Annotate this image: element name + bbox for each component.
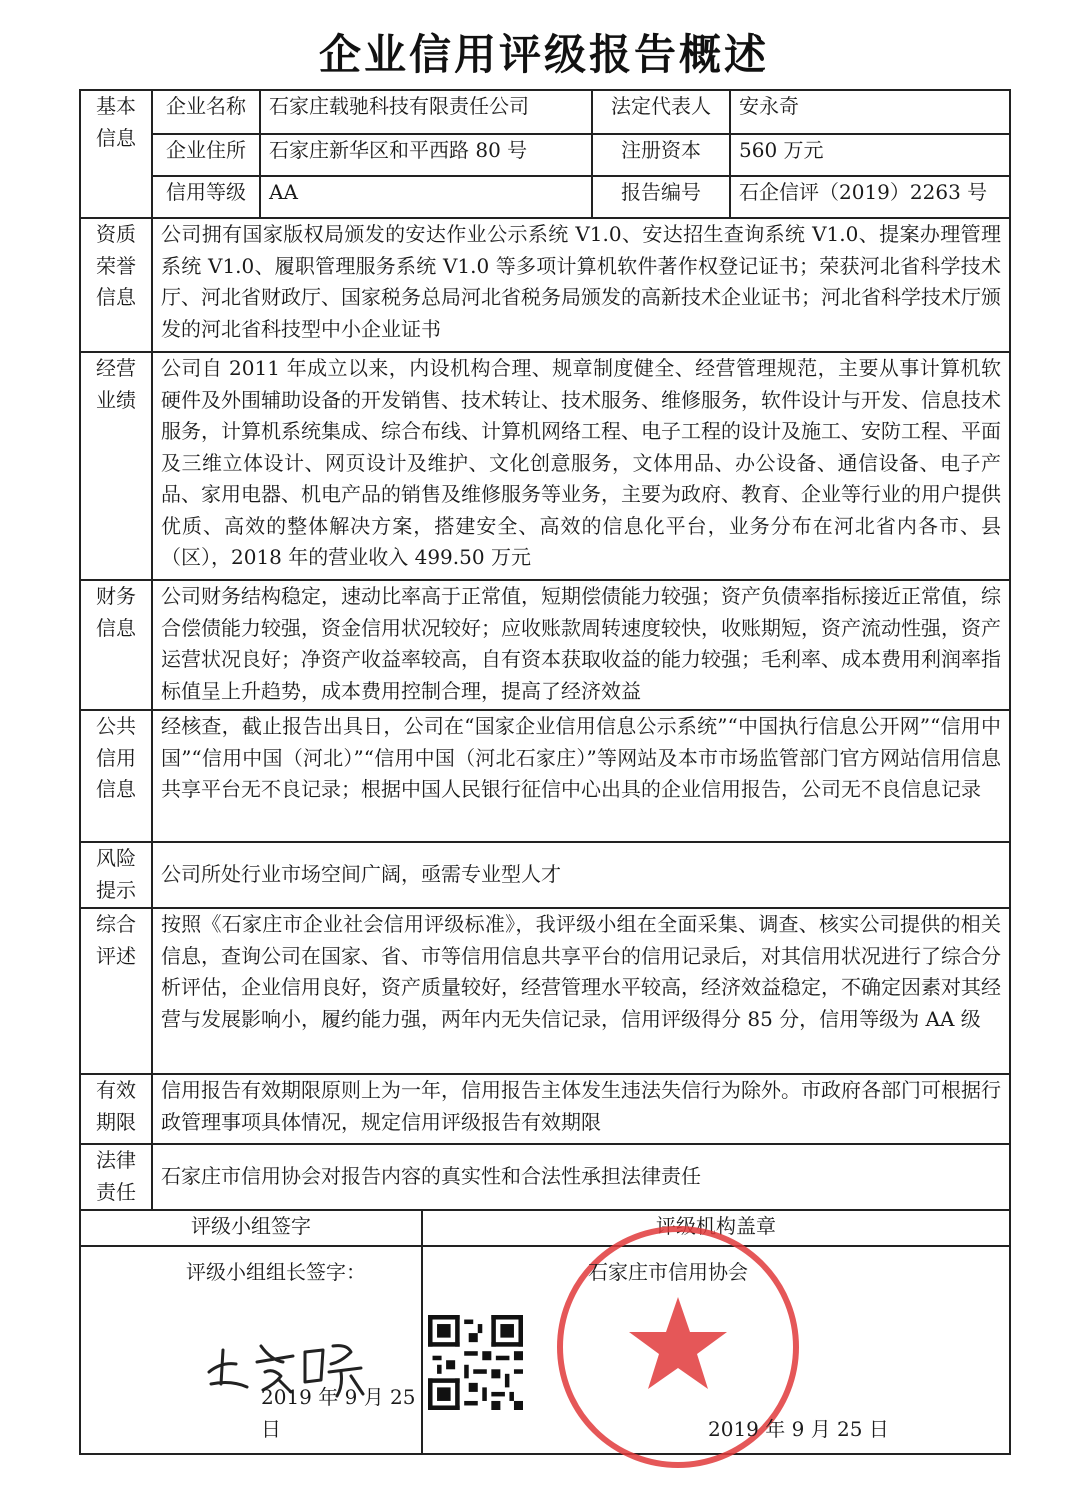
section-text: 公司财务结构稳定，速动比率高于正常值，短期偿债能力较强；资产负债率指标接近正常值，综合偿债能力较强，资金信用状况较好；应收账款周转速度较快，收账期短，资产流动性强，资产运营状况良好；净资产收益率较高，自有资本获取收益的能力较强；毛利率、成本费用利润率指标值呈上升趋势，成本费用控制合理，提高了经济效益 bbox=[152, 580, 1010, 710]
legal-rep-label: 法定代表人 bbox=[592, 90, 730, 134]
report-table bbox=[79, 89, 1011, 1455]
section-summary bbox=[80, 908, 1010, 1074]
address-label: 企业住所 bbox=[152, 134, 260, 176]
section-category: 资质荣誉信息 bbox=[80, 218, 152, 352]
section-finance bbox=[80, 580, 1010, 710]
capital-value: 560 万元 bbox=[730, 134, 1010, 176]
signature-date-right: 2019 年 9 月 25 日 bbox=[708, 1416, 889, 1441]
org-stamp-cell bbox=[422, 1246, 1010, 1454]
basic-row-address bbox=[80, 134, 1010, 176]
section-text: 公司所处行业市场空间广阔，亟需专业型人才 bbox=[152, 842, 1010, 908]
section-qualification bbox=[80, 218, 1010, 352]
section-category: 有效期限 bbox=[80, 1074, 152, 1144]
section-text: 公司拥有国家版权局颁发的安达作业公示系统 V1.0、安达招生查询系统 V1.0、提案办理管理系统 V1.0、履职管理服务系统 V1.0 等多项计算机软件著作权登记证书；荣获河北省科学技术厅、河北省财政厅、国家税务总局河北省税务局颁发的高新技术企业证书；河北省科学技术厅颁发的河北省科技型中小企业证书 bbox=[152, 218, 1010, 352]
group-signature-cell bbox=[80, 1246, 422, 1454]
address-value: 石家庄新华区和平西路 80 号 bbox=[260, 134, 592, 176]
company-name-value: 石家庄载驰科技有限责任公司 bbox=[260, 90, 592, 134]
report-number-label: 报告编号 bbox=[592, 176, 730, 218]
report-number-value: 石企信评（2019）2263 号 bbox=[730, 176, 1010, 218]
signature-row bbox=[80, 1246, 1010, 1454]
company-name-label: 企业名称 bbox=[152, 90, 260, 134]
signature-header-row bbox=[80, 1210, 1010, 1246]
qr-code bbox=[428, 1315, 523, 1410]
capital-label: 注册资本 bbox=[592, 134, 730, 176]
section-text: 信用报告有效期限原则上为一年，信用报告主体发生违法失信行为除外。市政府各部门可根据行政管理事项具体情况，规定信用评级报告有效期限 bbox=[152, 1074, 1010, 1144]
section-performance bbox=[80, 352, 1010, 580]
section-category: 综合评述 bbox=[80, 908, 152, 1074]
section-category: 公共信用信息 bbox=[80, 710, 152, 842]
page-title: 企业信用评级报告概述 bbox=[318, 30, 769, 79]
section-risk bbox=[80, 842, 1010, 908]
section-category: 风险提示 bbox=[80, 842, 152, 908]
section-text: 公司自 2011 年成立以来，内设机构合理、规章制度健全、经营管理规范，主要从事计算机软硬件及外围辅助设备的开发销售、技术转让、技术服务、维修服务，软件设计与开发、信息技术服务，计算机系统集成、综合布线、计算机网络工程、电子工程的设计及施工、安防工程、平面及三维立体设计、网页设计及维护、文化创意服务，文体用品、办公设备、通信设备、电子产品、家用电器、机电产品的销售及维修服务等业务，主要为政府、教育、企业等行业的用户提供优质、高效的整体解决方案，搭建安全、高效的信息化平台，业务分布在河北省内各市、县（区），2018 年的营业收入 499.50 万元 bbox=[152, 352, 1010, 580]
signature-date-left: 2019 年 9 月 25 日 bbox=[261, 1385, 416, 1441]
org-name: 石家庄市信用协会 bbox=[588, 1260, 748, 1284]
section-text: 石家庄市信用协会对报告内容的真实性和合法性承担法律责任 bbox=[152, 1144, 1010, 1210]
basic-category: 基本信息 bbox=[80, 90, 152, 218]
org-stamp-header: 评级机构盖章 bbox=[422, 1210, 1010, 1246]
group-signature-header: 评级小组签字 bbox=[80, 1210, 422, 1246]
section-public-credit bbox=[80, 710, 1010, 842]
leader-signature-label: 评级小组组长签字： bbox=[186, 1260, 366, 1284]
section-text: 经核查，截止报告出具日，公司在“国家企业信用信息公示系统”“中国执行信息公开网”“信用中国”“信用中国（河北）”“信用中国（河北石家庄）”等网站及本市市场监管部门官方网站信用信息共享平台无不良记录；根据中国人民银行征信中心出具的企业信用报告，公司无不良信息记录 bbox=[152, 710, 1010, 842]
section-legal bbox=[80, 1144, 1010, 1210]
section-category: 经营业绩 bbox=[80, 352, 152, 580]
section-validity bbox=[80, 1074, 1010, 1144]
credit-rating-value: AA bbox=[260, 176, 592, 218]
basic-row-rating bbox=[80, 176, 1010, 218]
legal-rep-value: 安永奇 bbox=[730, 90, 1010, 134]
section-category: 财务信息 bbox=[80, 580, 152, 710]
credit-rating-label: 信用等级 bbox=[152, 176, 260, 218]
section-text: 按照《石家庄市企业社会信用评级标准》，我评级小组在全面采集、调查、核实公司提供的相关信息，查询公司在国家、省、市等信用信息共享平台的信用记录后，对其信用状况进行了综合分析评估，企业信用良好，资产质量较好，经营管理水平较高，经济效益稳定，不确定因素对其经营与发展影响小，履约能力强，两年内无失信记录，信用评级得分 85 分，信用等级为 AA 级 bbox=[152, 908, 1010, 1074]
section-category: 法律责任 bbox=[80, 1144, 152, 1210]
basic-row-name bbox=[80, 90, 1010, 134]
